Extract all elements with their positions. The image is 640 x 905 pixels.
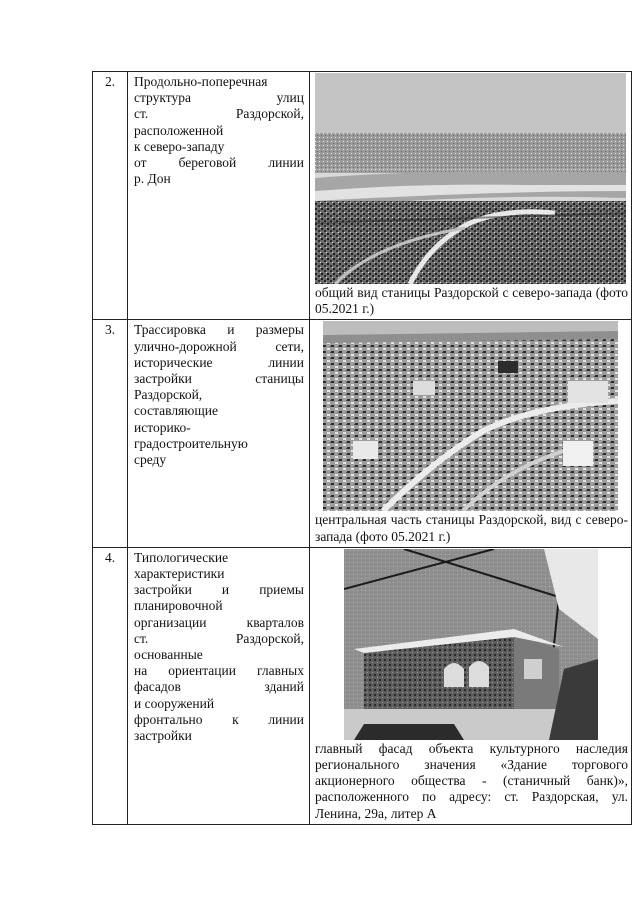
desc-line: от береговой линии	[134, 155, 304, 171]
desc-line: к северо-западу	[134, 138, 225, 154]
aerial-river-photo	[315, 73, 626, 284]
desc-line: Раздорской,	[134, 387, 203, 403]
desc-line: основанные	[134, 647, 203, 663]
desc-line: Продольно-поперечная	[134, 74, 268, 89]
desc-line: Трассировка и размеры	[134, 322, 304, 338]
row-number: 3.	[93, 320, 128, 547]
desc-line: застройки и приемы	[134, 582, 304, 598]
desc-line: структура улиц	[134, 90, 304, 106]
table-row	[93, 320, 632, 547]
table-row	[93, 547, 632, 824]
heritage-table	[92, 71, 632, 825]
photo-caption: центральная часть станицы Раздорской, вид с северо-запада (фото 05.2021 г.)	[315, 512, 628, 544]
row-photo-cell	[310, 72, 632, 320]
desc-line: Типологические	[134, 549, 229, 565]
desc-line: и сооружений	[134, 695, 215, 711]
aerial-village-photo	[323, 321, 618, 511]
photo-caption: главный фасад объекта культурного наследия регионального значения «Здание торгового акционерного общества - (станичный банк)», расположенного по адресу: ст. Раздорская, ул. Ленина, 29а, литер А	[315, 740, 628, 821]
desc-line: ст. Раздорской,	[134, 630, 304, 646]
row-description	[128, 320, 310, 547]
desc-line: характеристики	[134, 566, 225, 582]
desc-line: ст. Раздорской,	[134, 106, 304, 122]
table-row	[93, 72, 632, 320]
row-description	[128, 547, 310, 824]
desc-line: организации кварталов	[134, 614, 304, 630]
desc-line: фасадов зданий	[134, 679, 304, 695]
desc-line: р. Дон	[134, 171, 171, 187]
desc-line: планировочной	[134, 598, 223, 614]
desc-line: среду	[134, 452, 167, 468]
photo-caption: общий вид станицы Раздорской с северо-запада (фото 05.2021 г.)	[315, 285, 628, 317]
row-number: 2.	[93, 72, 128, 320]
desc-line: исторические линии	[134, 354, 304, 370]
desc-line: историко-	[134, 419, 191, 435]
desc-line: градостроительную	[134, 435, 248, 451]
row-photo-cell	[310, 320, 632, 547]
row-number: 4.	[93, 547, 128, 824]
desc-line: расположенной	[134, 122, 224, 138]
desc-line: застройки	[134, 728, 192, 744]
bank-facade-photo	[344, 549, 598, 740]
row-description	[128, 72, 310, 320]
desc-line: фронтально к линии	[134, 711, 304, 727]
row-photo-cell	[310, 547, 632, 824]
desc-line: на ориентации главных	[134, 663, 304, 679]
desc-line: составляющие	[134, 403, 218, 419]
desc-line: застройки станицы	[134, 371, 304, 387]
desc-line: улично-дорожной сети,	[134, 338, 304, 354]
